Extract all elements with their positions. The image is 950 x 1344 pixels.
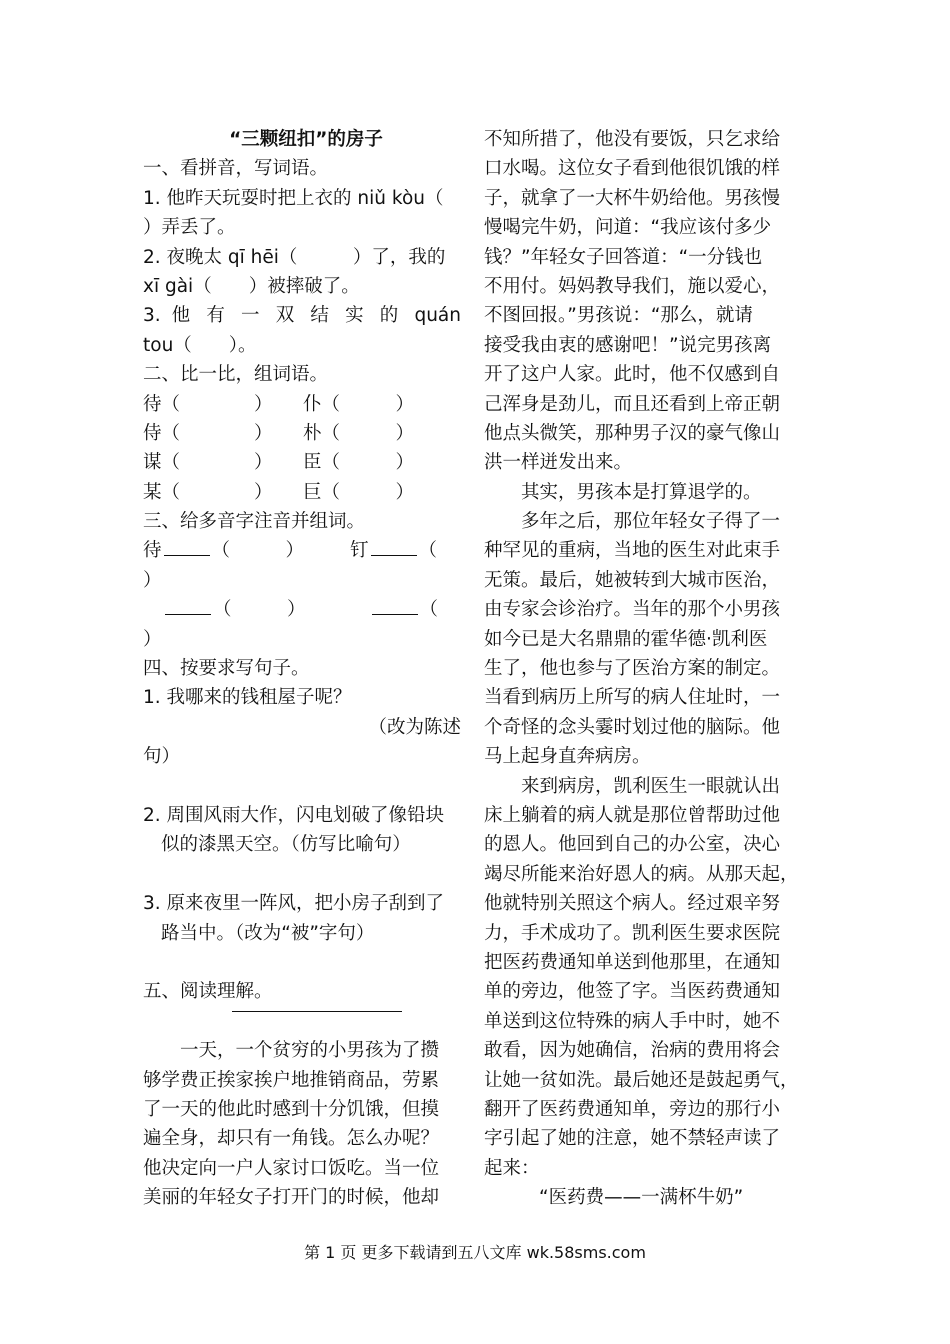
section5-heading: 五、阅读理解。 bbox=[143, 981, 273, 1003]
polyphone-char-dai: 待 bbox=[143, 540, 162, 562]
passage-line: 不用付。妈妈教导我们，施以爱心， bbox=[484, 275, 781, 297]
question-1-line1: 1. 他昨天玩耍时把上衣的 niǔ kòu（ bbox=[143, 187, 444, 209]
passage-line: 一天，一个贫穷的小男孩为了攒 bbox=[180, 1040, 440, 1062]
closing-quote: “医药费——一满杯牛奶” bbox=[539, 1187, 744, 1209]
passage-line: 己浑身是劲儿，而且还看到上帝正朝 bbox=[484, 393, 781, 415]
passage-line: 不图回报。”男孩说：“那么，就请 bbox=[484, 305, 753, 327]
compare-cell-b: 臣（ ） bbox=[303, 452, 415, 474]
compare-row bbox=[143, 390, 461, 419]
compare-cell-a: 侍（ ） bbox=[143, 422, 273, 444]
compare-cell-a: 某（ ） bbox=[143, 481, 273, 503]
passage-line: 当看到病历上所写的病人住址时，一 bbox=[484, 687, 781, 709]
page-footer: 第 1 页 更多下载请到五八文库 wk.58sms.com bbox=[304, 1243, 646, 1262]
passage-line: 单送到这位特殊的病人手中时，她不 bbox=[484, 1010, 781, 1032]
compare-cell-b: 巨（ ） bbox=[303, 481, 415, 503]
passage-line: 子，就拿了一大杯牛奶给他。男孩慢 bbox=[484, 187, 781, 209]
passage-line: 把医药费通知单送到他那里，在通知 bbox=[484, 951, 781, 973]
paren-open: （ bbox=[418, 540, 438, 562]
passage-line: 翻开了医药费通知单，旁边的那行小 bbox=[484, 1098, 781, 1120]
passage-line: 单的旁边，他签了字。当医药费通知 bbox=[484, 981, 781, 1003]
answer-space bbox=[143, 860, 461, 889]
sentence-2-line1: 2. 周围风雨大作，闪电划破了像铅块 bbox=[143, 804, 445, 826]
passage-line: 无策。最后，她被转到大城市医治， bbox=[484, 569, 781, 591]
passage-line: 力，手术成功了。凯利医生要求医院 bbox=[484, 922, 781, 944]
paren-blank: （ ） bbox=[211, 540, 305, 562]
passage-line: 的恩人。他回到自己的办公室，决心 bbox=[484, 834, 781, 856]
passage-line: 竭尽所能来治好恩人的病。从那天起， bbox=[484, 863, 799, 885]
passage-line: 让她一贫如洗。最后她还是鼓起勇气， bbox=[484, 1069, 799, 1091]
passage-line: 不知所措了，他没有要饭，只乞求给 bbox=[484, 129, 781, 150]
passage-line: 种罕见的重病，当地的医生对此束手 bbox=[484, 540, 781, 562]
passage-line: 马上起身直奔病房。 bbox=[484, 746, 651, 768]
passage-line: 接受我由衷的感谢吧！”说完男孩离 bbox=[484, 334, 772, 356]
compare-row bbox=[143, 448, 461, 477]
passage-line: 口水喝。这位女子看到他很饥饿的样 bbox=[484, 158, 781, 180]
right-column bbox=[484, 125, 818, 1212]
blank-line bbox=[164, 537, 210, 556]
sentence-1-requirement-cont: 句） bbox=[143, 746, 181, 768]
passage-line: 来到病房，凯利医生一眼就认出 bbox=[521, 775, 781, 797]
passage-line: 美丽的年轻女子打开门的时候，他却 bbox=[143, 1187, 440, 1209]
paren-blank: （ ） bbox=[213, 599, 306, 621]
passage-line: 慢喝完牛奶，问道：“我应该付多少 bbox=[484, 217, 772, 239]
paren-close-line: ） bbox=[143, 569, 162, 591]
answer-space bbox=[143, 772, 461, 801]
passage-line: 他点头微笑，那种男子汉的豪气像山 bbox=[484, 422, 781, 444]
passage-line: 钱？”年轻女子回答道：“一分钱也 bbox=[484, 246, 763, 268]
compare-cell-b: 朴（ ） bbox=[303, 422, 415, 444]
compare-row bbox=[143, 478, 461, 507]
paren-open: （ bbox=[419, 599, 439, 621]
sentence-3-line2: 路当中。（改为“被”字句） bbox=[161, 922, 375, 944]
polyphone-row-1 bbox=[143, 536, 461, 565]
sentence-1-requirement: （改为陈述 bbox=[368, 716, 461, 738]
passage-line: 如今已是大名鼎鼎的霍华德·凯利医 bbox=[484, 628, 768, 650]
compare-cell-b: 仆（ ） bbox=[303, 393, 415, 415]
question-3-line1: 3. 他 有 一 双 结 实 的 quán bbox=[143, 305, 461, 327]
compare-cell-a: 谋（ ） bbox=[143, 452, 273, 474]
question-3-line2: tou（ ）。 bbox=[143, 334, 257, 356]
page-title: “三颗纽扣”的房子 bbox=[229, 129, 383, 150]
paren-close-line: ） bbox=[143, 628, 162, 650]
passage-line: 个奇怪的念头霎时划过他的脑际。他 bbox=[484, 716, 781, 738]
passage-line: 开了这户人家。此时，他不仅感到自 bbox=[484, 364, 781, 386]
polyphone-char-ding: 钉 bbox=[350, 540, 369, 562]
passage-line: 起来： bbox=[484, 1157, 540, 1179]
answer-space bbox=[143, 948, 461, 977]
blank-line bbox=[371, 537, 417, 556]
passage-line: 他决定向一户人家讨口饭吃。当一位 bbox=[143, 1157, 440, 1179]
polyphone-row-2 bbox=[143, 595, 461, 624]
passage-line: 由专家会诊治疗。当年的那个小男孩 bbox=[484, 599, 781, 621]
blank-line bbox=[372, 596, 418, 615]
passage-line: 他就特别关照这个病人。经过艰辛努 bbox=[484, 893, 781, 915]
section4-heading: 四、按要求写句子。 bbox=[143, 658, 310, 680]
sentence-1: 1. 我哪来的钱租屋子呢？ bbox=[143, 687, 352, 709]
passage-line: 字引起了她的注意，她不禁轻声读了 bbox=[484, 1128, 781, 1150]
sentence-3-line1: 3. 原来夜里一阵风，把小房子刮到了 bbox=[143, 893, 445, 915]
compare-cell-a: 待（ ） bbox=[143, 393, 273, 415]
question-1-line2: ）弄丢了。 bbox=[143, 217, 236, 239]
passage-line: 够学费正挨家挨户地推销商品，劳累 bbox=[143, 1069, 440, 1091]
section2-heading: 二、比一比，组词语。 bbox=[143, 364, 329, 386]
passage-line: 敢看，因为她确信，治病的费用将会 bbox=[484, 1040, 781, 1062]
compare-row bbox=[143, 419, 461, 448]
passage-title-blank bbox=[232, 1011, 402, 1012]
passage-line: 床上躺着的病人就是那位曾帮助过他 bbox=[484, 804, 781, 826]
blank-line bbox=[165, 596, 211, 615]
passage-line: 了一天的他此时感到十分饥饿，但摸 bbox=[143, 1098, 440, 1120]
left-column bbox=[143, 125, 461, 1212]
question-2-line1: 2. 夜晚太 qī hēi（ ）了，我的 bbox=[143, 246, 446, 268]
question-2-line2: xī gài（ ）被摔破了。 bbox=[143, 275, 360, 297]
passage-line: 多年之后，那位年轻女子得了一 bbox=[521, 511, 781, 533]
sentence-2-line2: 似的漆黑天空。（仿写比喻句） bbox=[161, 834, 411, 856]
passage-line: 生了，他也参与了医治方案的制定。 bbox=[484, 658, 781, 680]
passage-line: 洪一样迸发出来。 bbox=[484, 452, 633, 474]
section1-heading: 一、看拼音，写词语。 bbox=[143, 158, 329, 180]
section3-heading: 三、给多音字注音并组词。 bbox=[143, 511, 366, 533]
passage-line: 遍全身，却只有一角钱。怎么办呢？ bbox=[143, 1128, 440, 1150]
paragraph-2: 其实，男孩本是打算退学的。 bbox=[521, 481, 762, 503]
